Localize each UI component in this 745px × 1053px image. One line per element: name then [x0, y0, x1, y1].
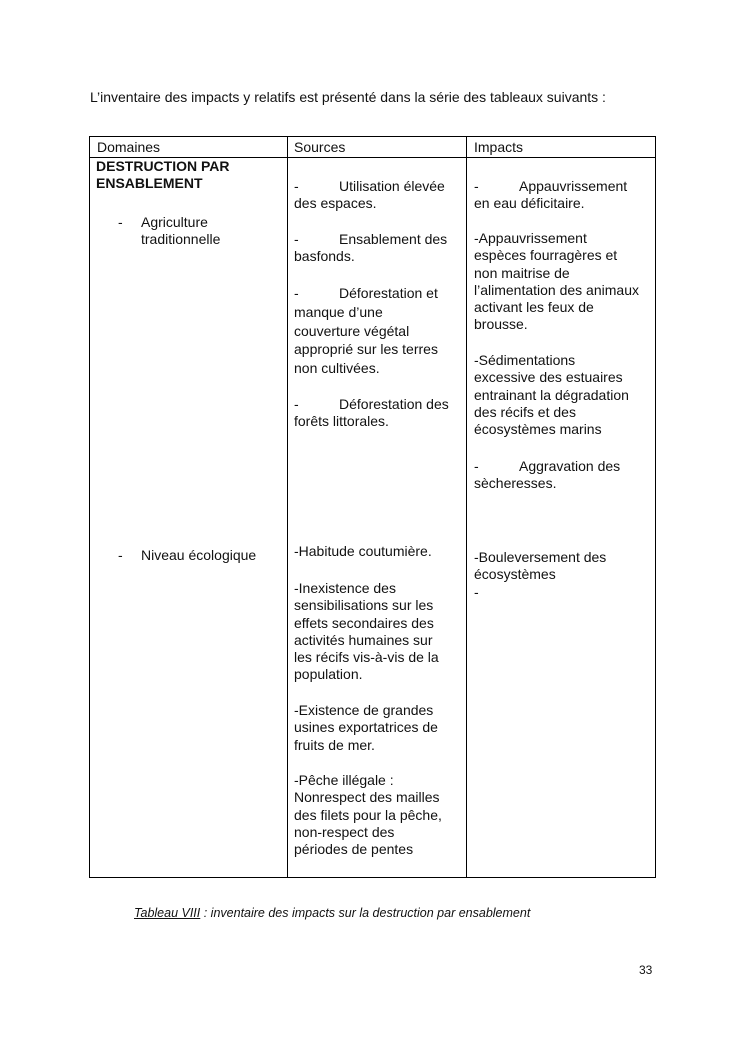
impact-item: - Aggravation des sècheresses. — [474, 458, 621, 492]
impact-item: -Bouleversement des écosystèmes - — [474, 549, 607, 600]
source-item: - Déforestation et manque d’une couverture végétal approprié sur les terres non cultivées. — [294, 285, 438, 377]
header-impacts: Impacts — [474, 139, 524, 155]
impact-item: - Appauvrissement en eau déficitaire. — [474, 178, 628, 212]
intro-paragraph: L’inventaire des impacts y relatifs est présenté dans la série des tableaux suivants : — [90, 89, 606, 105]
column-divider — [287, 137, 288, 877]
domain-item-niveau-ecologique: Niveau écologique — [141, 547, 257, 563]
domain-item-bullet: - — [118, 547, 123, 563]
impact-item: -Appauvrissement espèces fourragères et non maitrise de l’alimentation des animaux activant les feux de brousse. — [474, 230, 639, 333]
impacts-table — [89, 136, 656, 878]
domain-item-bullet: - — [118, 214, 123, 230]
source-item: -Inexistence des sensibilisations sur les effets secondaires des activités humaines sur les récifs vis-à-vis de la population. — [294, 580, 439, 683]
table-caption — [134, 906, 530, 920]
source-item: -Existence de grandes usines exportatrices de fruits de mer. — [294, 702, 438, 753]
source-item: - Utilisation élevée des espaces. — [294, 178, 445, 212]
source-item: -Habitude coutumière. — [294, 543, 432, 559]
caption-label: Tableau VIII — [134, 906, 201, 920]
domain-title: DESTRUCTION PAR ENSABLEMENT — [96, 158, 230, 192]
source-item: - Ensablement des basfonds. — [294, 231, 448, 265]
source-item: - Déforestation des forêts littorales. — [294, 396, 449, 430]
column-divider — [466, 137, 467, 877]
source-item: -Pêche illégale : Nonrespect des mailles des filets pour la pêche, non-respect des périodes de pentes — [294, 772, 442, 858]
page-number: 33 — [639, 963, 653, 977]
header-sources: Sources — [294, 139, 346, 155]
header-domaines: Domaines — [97, 139, 161, 155]
caption-text: : inventaire des impacts sur la destruction par ensablement — [200, 906, 531, 920]
impact-item: -Sédimentations excessive des estuaires entrainant la dégradation des récifs et des écosystèmes marins — [474, 352, 629, 438]
domain-item-agriculture: Agriculture traditionnelle — [141, 214, 221, 248]
